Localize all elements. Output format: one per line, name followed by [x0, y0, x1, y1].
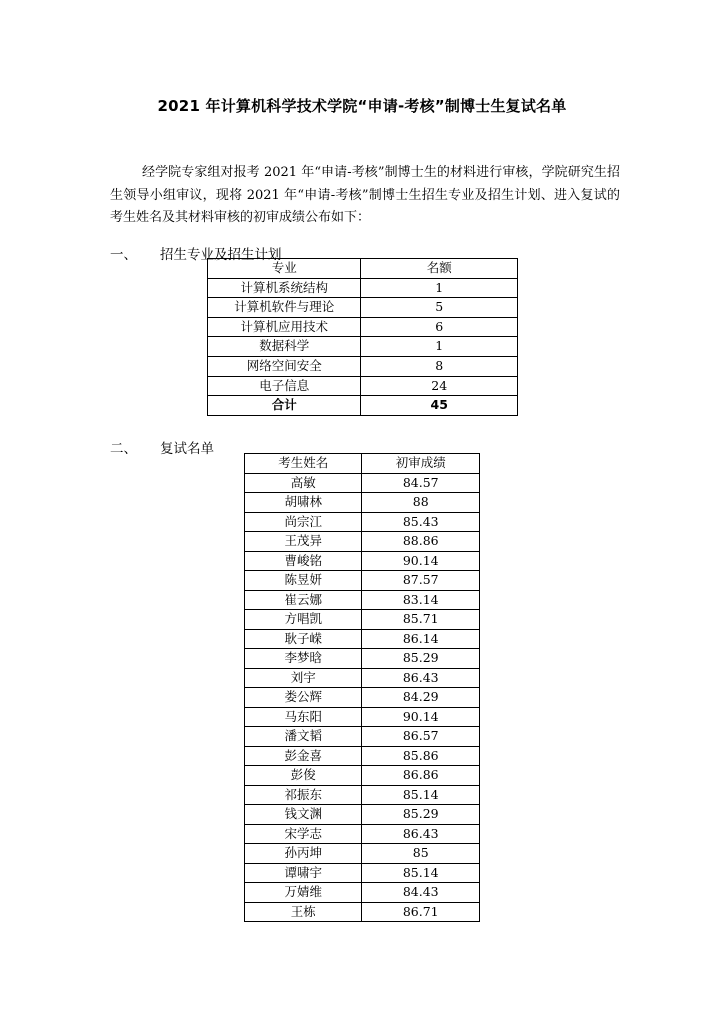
candidate-name-cell: 马东阳	[245, 707, 362, 727]
table-row	[245, 551, 480, 571]
table-row	[245, 610, 480, 630]
candidate-name-cell: 万婧维	[245, 883, 362, 903]
section-label: 招生专业及招生计划	[160, 247, 282, 263]
quota-cell: 24	[361, 376, 518, 396]
table-row	[245, 571, 480, 591]
candidate-score-cell: 88.86	[362, 532, 480, 552]
section-number: 二、	[110, 441, 137, 457]
table-row	[245, 785, 480, 805]
section-label: 复试名单	[160, 441, 214, 457]
quota-cell: 1	[361, 278, 518, 298]
table-row	[208, 356, 518, 376]
table-row	[245, 707, 480, 727]
candidate-name-cell: 谭啸宇	[245, 863, 362, 883]
table-row	[245, 668, 480, 688]
candidate-score-cell: 90.14	[362, 707, 480, 727]
major-cell: 电子信息	[208, 376, 361, 396]
table-row	[208, 337, 518, 357]
major-cell: 计算机软件与理论	[208, 298, 361, 318]
candidate-score-cell: 84.57	[362, 473, 480, 493]
candidate-name-cell: 刘宇	[245, 668, 362, 688]
table-row	[245, 590, 480, 610]
candidate-score-cell: 88	[362, 493, 480, 513]
candidate-score-cell: 86.43	[362, 824, 480, 844]
table-row	[245, 863, 480, 883]
table-header-row	[245, 454, 480, 474]
candidate-score-cell: 86.14	[362, 629, 480, 649]
quota-cell: 8	[361, 356, 518, 376]
candidate-name-cell: 宋学志	[245, 824, 362, 844]
candidate-score-cell: 85.14	[362, 785, 480, 805]
candidate-score-cell: 85.43	[362, 512, 480, 532]
candidate-name-cell: 祁振东	[245, 785, 362, 805]
candidate-score-cell: 86.86	[362, 766, 480, 786]
column-header-major: 专业	[208, 259, 361, 279]
candidate-score-cell: 85.86	[362, 746, 480, 766]
candidate-name-cell: 李梦晗	[245, 649, 362, 669]
candidate-score-cell: 86.43	[362, 668, 480, 688]
candidate-score-cell: 85.29	[362, 649, 480, 669]
table-row	[245, 473, 480, 493]
major-cell: 网络空间安全	[208, 356, 361, 376]
section-number: 一、	[110, 247, 137, 263]
table-header-row	[208, 259, 518, 279]
table-row	[245, 883, 480, 903]
table-row	[245, 532, 480, 552]
candidate-name-cell: 耿子嵘	[245, 629, 362, 649]
table-row	[245, 746, 480, 766]
quota-cell: 6	[361, 317, 518, 337]
total-label-cell: 合计	[208, 396, 361, 416]
document-title: 2021 年计算机科学技术学院“申请-考核”制博士生复试名单	[157, 97, 567, 115]
major-cell: 数据科学	[208, 337, 361, 357]
table-row	[245, 766, 480, 786]
table-row	[245, 902, 480, 922]
section-heading-candidates	[110, 437, 214, 457]
candidate-score-cell: 85.14	[362, 863, 480, 883]
table-row	[245, 512, 480, 532]
table-row	[208, 278, 518, 298]
candidate-score-cell: 85	[362, 844, 480, 864]
candidate-score-cell: 87.57	[362, 571, 480, 591]
candidate-score-cell: 90.14	[362, 551, 480, 571]
major-cell: 计算机应用技术	[208, 317, 361, 337]
candidate-name-cell: 王茂异	[245, 532, 362, 552]
candidate-name-cell: 钱文渊	[245, 805, 362, 825]
candidate-name-cell: 胡啸林	[245, 493, 362, 513]
table-row	[208, 317, 518, 337]
candidate-name-cell: 娄公辉	[245, 688, 362, 708]
candidate-name-cell: 彭金喜	[245, 746, 362, 766]
candidate-name-cell: 彭俊	[245, 766, 362, 786]
candidate-score-cell: 86.57	[362, 727, 480, 747]
candidate-name-cell: 尚宗江	[245, 512, 362, 532]
candidate-name-cell: 陈昱妍	[245, 571, 362, 591]
candidate-name-cell: 潘文韬	[245, 727, 362, 747]
table-row	[245, 493, 480, 513]
table-row	[245, 844, 480, 864]
candidate-name-cell: 曹峻铭	[245, 551, 362, 571]
candidate-score-cell: 83.14	[362, 590, 480, 610]
candidate-name-cell: 孙丙坤	[245, 844, 362, 864]
candidate-name-cell: 王栋	[245, 902, 362, 922]
candidates-table	[244, 453, 480, 922]
table-row	[245, 649, 480, 669]
table-row	[245, 688, 480, 708]
quota-cell: 5	[361, 298, 518, 318]
candidate-score-cell: 85.29	[362, 805, 480, 825]
quota-cell: 1	[361, 337, 518, 357]
candidate-score-cell: 84.43	[362, 883, 480, 903]
column-header-quota: 名额	[361, 259, 518, 279]
table-row	[245, 629, 480, 649]
intro-paragraph: 经学院专家组对报考 2021 年“申请-考核”制博士生的材料进行审核，学院研究生招生领导小组审议，现将 2021 年“申请-考核”制博士生招生专业及招生计划、进入复试的考生姓名及其材料审核的初审成绩公布如下：	[110, 165, 620, 225]
table-row	[208, 298, 518, 318]
candidate-score-cell: 86.71	[362, 902, 480, 922]
enrollment-plan-table	[207, 258, 518, 416]
table-row	[208, 376, 518, 396]
candidate-score-cell: 85.71	[362, 610, 480, 630]
total-value-cell: 45	[361, 396, 518, 416]
major-cell: 计算机系统结构	[208, 278, 361, 298]
candidate-score-cell: 84.29	[362, 688, 480, 708]
table-row	[245, 805, 480, 825]
table-row	[245, 727, 480, 747]
column-header-name: 考生姓名	[245, 454, 362, 474]
candidate-name-cell: 高敏	[245, 473, 362, 493]
column-header-score: 初审成绩	[362, 454, 480, 474]
total-row	[208, 396, 518, 416]
table-row	[245, 824, 480, 844]
candidate-name-cell: 方唱凯	[245, 610, 362, 630]
candidate-name-cell: 崔云娜	[245, 590, 362, 610]
